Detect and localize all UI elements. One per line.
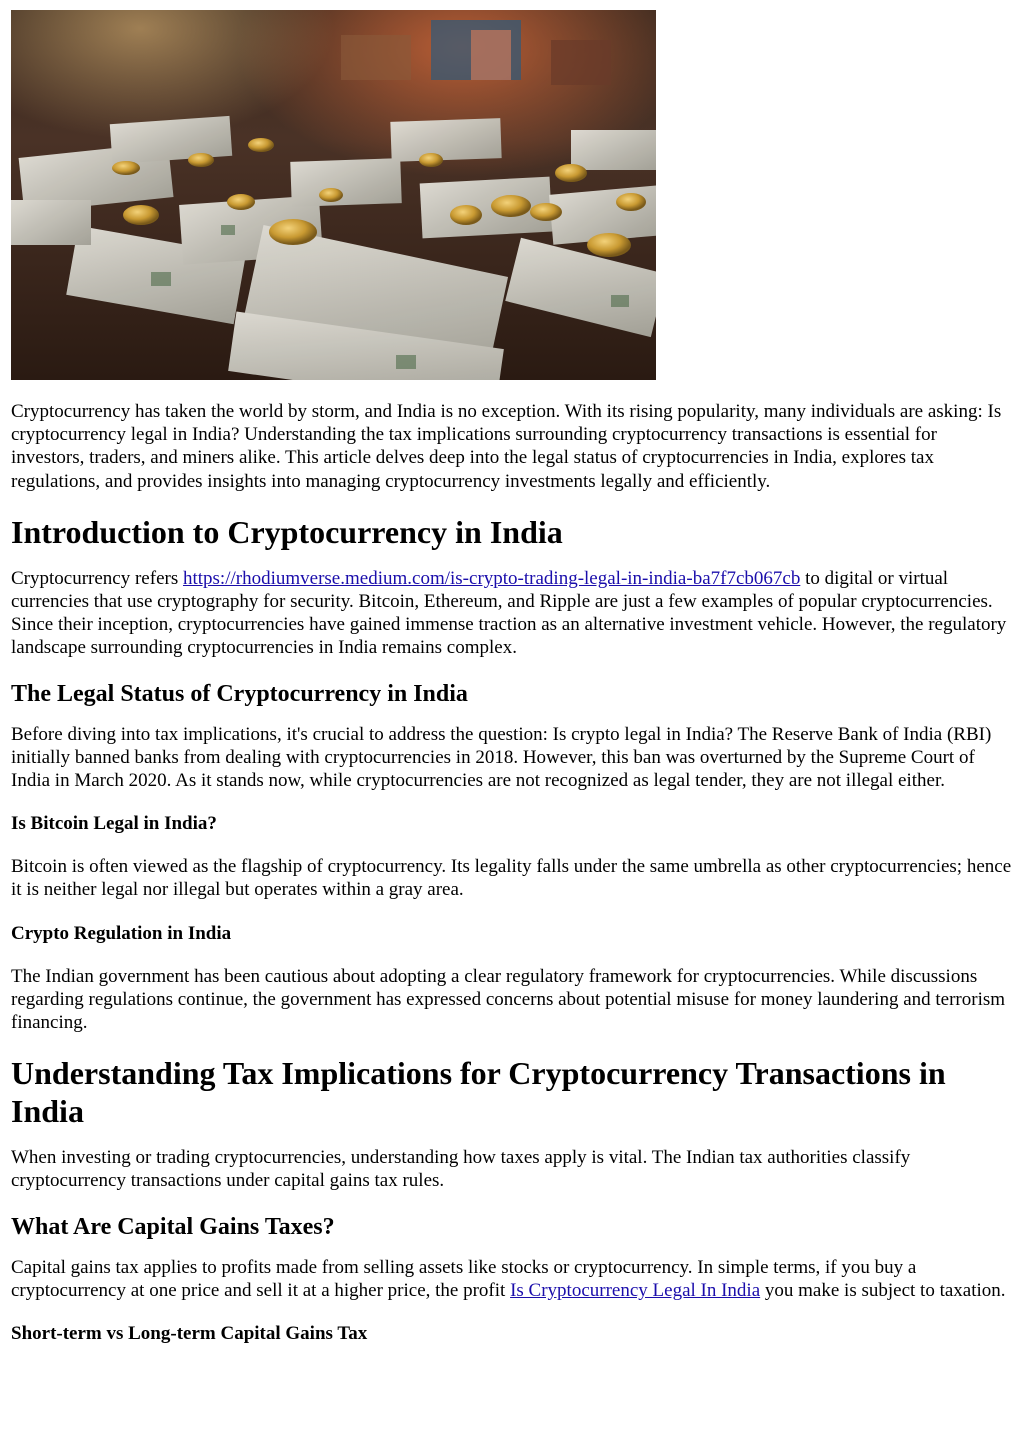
paragraph-text: Cryptocurrency refers — [11, 567, 183, 589]
heading-crypto-regulation: Crypto Regulation in India — [11, 922, 232, 944]
heading-introduction: Introduction to Cryptocurrency in India — [11, 513, 563, 550]
hero-image — [11, 10, 656, 380]
heading-capital-gains: What Are Capital Gains Taxes? — [11, 1213, 335, 1240]
paragraph-crypto-regulation: The Indian government has been cautious about adopting a clear regulatory framework for cryptocurrencies. While discussions regarding regulations continue, the government has expressed concerns about potential misuse for money laundering and terrorism financing. — [11, 965, 1006, 1034]
paragraph-bitcoin-legal: Bitcoin is often viewed as the flagship of cryptocurrency. Its legality falls under the same umbrella as other cryptocurrencies; hence it is neither legal nor illegal but operates within a gray area. — [11, 856, 1012, 901]
heading-short-vs-long-term: Short-term vs Long-term Capital Gains Tax — [11, 1323, 368, 1345]
heading-bitcoin-legal: Is Bitcoin Legal in India? — [11, 813, 217, 835]
paragraph-capital-gains — [11, 1256, 1015, 1302]
paragraph-legal-status: Before diving into tax implications, it's crucial to address the question: Is crypto legal in India? The Reserve Bank of India (RBI) initially banned banks from dealing with cryptocurrencies in 2018. However, this ban was overturned by the Supreme Court of India in March 2020. As it stands now, while cryptocurrencies are not recognized as legal tender, they are not illegal either. — [11, 723, 992, 792]
crypto-legal-link[interactable]: Is Cryptocurrency Legal In India — [510, 1279, 761, 1301]
paragraph-introduction — [11, 567, 1015, 660]
heading-legal-status: The Legal Status of Cryptocurrency in India — [11, 680, 468, 707]
article — [11, 10, 1015, 1365]
rhodiumverse-link[interactable]: https://rhodiumverse.medium.com/is-crypto-trading-legal-in-india-ba7f7cb067cb — [182, 567, 801, 589]
paragraph-text: Capital gains tax applies to profits made from selling assets like stocks or cryptocurrency. In simple terms, if you buy a cryptocurrency at one price and sell it at a higher price, the profit — [11, 1256, 917, 1301]
heading-tax-implications: Understanding Tax Implications for Cryptocurrency Transactions in India — [11, 1055, 946, 1130]
intro-paragraph: Cryptocurrency has taken the world by storm, and India is no exception. With its rising popularity, many individuals are asking: Is cryptocurrency legal in India? Understanding the tax implications surrounding cryptocurrency transactions is essential for investors, traders, and miners alike. This article delves deep into the legal status of cryptocurrencies in India, explores tax regulations, and provides insights into managing cryptocurrency investments legally and efficiently. — [11, 401, 1002, 492]
paragraph-text: to digital or virtual currencies that use cryptography for security. Bitcoin, Ethereum, and Ripple are just a few examples of popular cryptocurrencies. Since their inception, cryptocurrencies have gained immense traction as an alternative investment vehicle. However, the regulatory landscape surrounding cryptocurrencies in India remains complex. — [11, 567, 1007, 659]
paragraph-text: you make is subject to taxation. — [760, 1279, 1006, 1301]
paragraph-tax-implications: When investing or trading cryptocurrencies, understanding how taxes apply is vital. The Indian tax authorities classify cryptocurrency transactions under capital gains tax rules. — [11, 1147, 911, 1192]
